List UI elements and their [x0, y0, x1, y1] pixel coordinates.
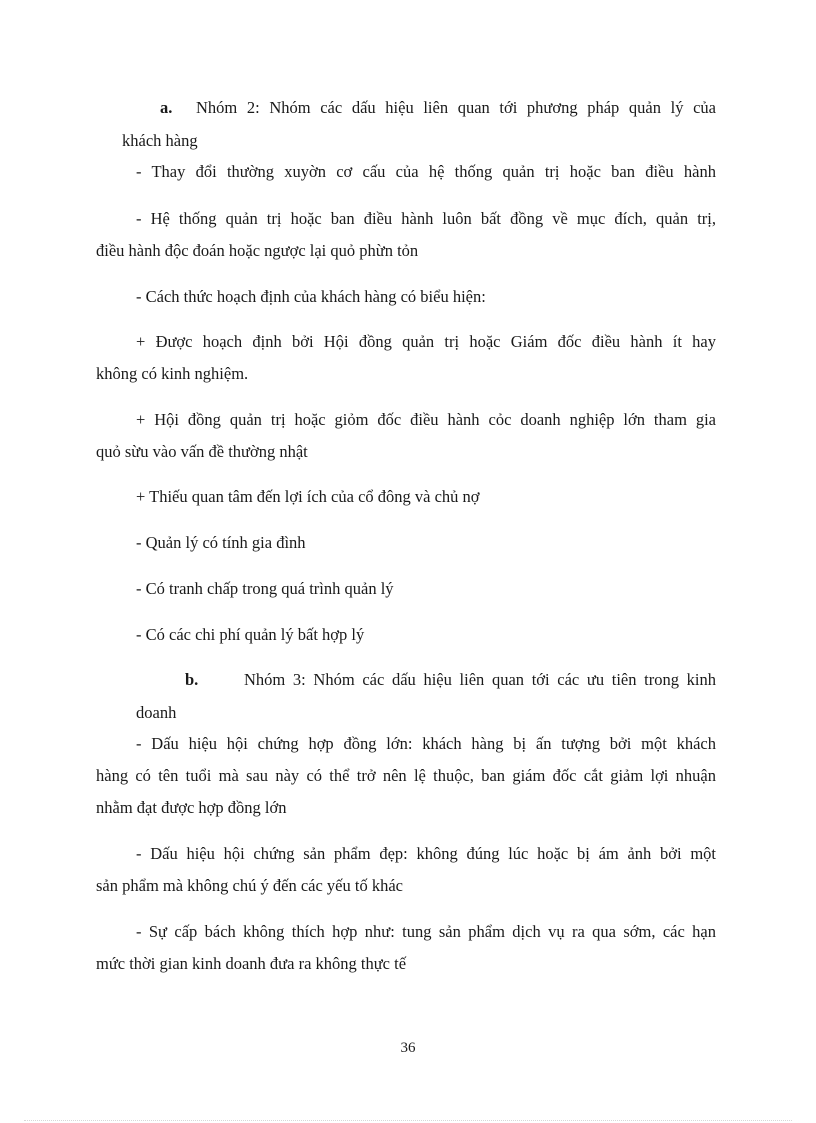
section-a-title-line2: khách hàng [122, 131, 198, 150]
section-a-item-2-line1: - Hệ thống quản trị hoặc ban điều hành luôn bất đồng về mục đích, quản trị, [136, 209, 716, 228]
section-b-item-2-line2: sản phẩm mà không chú ý đến các yếu tố khác [96, 876, 403, 895]
section-b-item-1-line3: nhằm đạt được hợp đồng lớn [96, 798, 287, 817]
section-a-item-5-line1: + Hội đồng quản trị hoặc giỏm đốc điều hành cỏc doanh nghiệp lớn tham gia [136, 410, 716, 429]
section-a-item-3: - Cách thức hoạch định của khách hàng có biểu hiện: [136, 287, 486, 306]
section-a-item-7: - Quản lý có tính gia đình [136, 533, 306, 552]
section-b-item-2-line1: - Dấu hiệu hội chứng sản phẩm đẹp: không đúng lúc hoặc bị ám ảnh bởi một [136, 844, 716, 863]
section-b-title-line2: doanh [136, 703, 177, 722]
footer-divider [24, 1120, 792, 1121]
section-a-marker: a. [160, 98, 173, 117]
section-a-item-4-line1: + Được hoạch định bởi Hội đồng quản trị hoặc Giám đốc điều hành ít hay [136, 332, 716, 351]
section-b-item-3-line1: - Sự cấp bách không thích hợp như: tung sản phẩm dịch vụ ra qua sớm, các hạn [136, 922, 716, 941]
section-a-item-8: - Có tranh chấp trong quá trình quản lý [136, 579, 394, 598]
section-b-item-3-line2: mức thời gian kinh doanh đưa ra không thực tế [96, 954, 407, 973]
section-a-item-5-line2: quỏ sừu vào vấn đề thường nhật [96, 442, 308, 461]
section-a-item-4-line2: không có kinh nghiệm. [96, 364, 249, 383]
section-b-title-line1: Nhóm 3: Nhóm các dấu hiệu liên quan tới các ưu tiên trong kinh [244, 670, 716, 689]
section-a-item-9: - Có các chi phí quản lý bất hợp lý [136, 625, 365, 644]
section-a-title-line1: Nhóm 2: Nhóm các dấu hiệu liên quan tới phương pháp quản lý của [196, 98, 716, 117]
section-a-item-1: - Thay đổi thường xuyờn cơ cấu của hệ thống quản trị hoặc ban điều hành [136, 162, 716, 181]
page-number: 36 [400, 1040, 416, 1056]
section-a-item-6: + Thiếu quan tâm đến lợi ích của cổ đông và chủ nợ [136, 487, 480, 506]
section-b-marker: b. [185, 670, 199, 689]
section-b-item-1-line2: hàng có tên tuổi mà sau này có thể trở nên lệ thuộc, ban giám đốc cắt giảm lợi nhuận [96, 766, 716, 785]
section-b-item-1-line1: - Dấu hiệu hội chứng hợp đồng lớn: khách hàng bị ấn tượng bởi một khách [136, 734, 716, 753]
section-a-item-2-line2: điều hành độc đoán hoặc ngược lại quỏ phừn tỏn [96, 241, 419, 260]
